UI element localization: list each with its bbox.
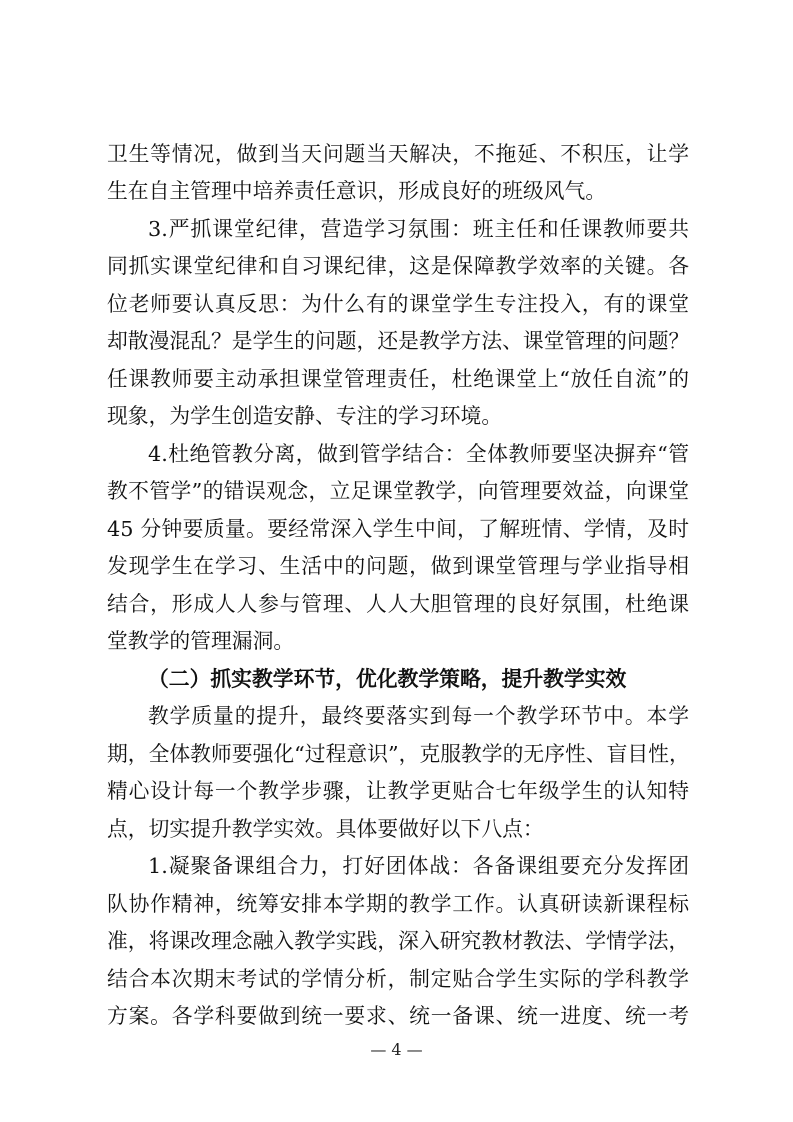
paragraph-line: 结合本次期末考试的学情分析，制定贴合学生实际的学科教学 bbox=[107, 967, 689, 991]
paragraph-line: 教学质量的提升，最终要落实到每一个教学环节中。本学 bbox=[148, 704, 689, 728]
paragraph-line: 位老师要认真反思：为什么有的课堂学生专注投入，有的课堂 bbox=[107, 292, 689, 316]
paragraph-line: 发现学生在学习、生活中的问题，做到课堂管理与学业指导相 bbox=[107, 554, 689, 578]
paragraph-line: 精心设计每一个教学步骤，让教学更贴合七年级学生的认知特 bbox=[107, 779, 689, 803]
section-heading: （二）抓实教学环节，优化教学策略，提升教学实效 bbox=[148, 666, 627, 691]
paragraph-line: 1.凝聚备课组合力，打好团体战：各备课组要充分发挥团 bbox=[148, 854, 689, 878]
paragraph-line: 3.严抓课堂纪律，营造学习氛围：班主任和任课教师要共 bbox=[148, 217, 689, 241]
paragraph-line: 45 分钟要质量。要经常深入学生中间，了解班情、学情，及时 bbox=[107, 517, 689, 541]
paragraph-line: 队协作精神，统筹安排本学期的教学工作。认真研读新课程标 bbox=[107, 892, 689, 916]
paragraph-line: 教不管学”的错误观念，立足课堂教学，向管理要效益，向课堂 bbox=[107, 479, 689, 503]
paragraph-line: 生在自主管理中培养责任意识，形成良好的班级风气。 bbox=[107, 179, 607, 203]
paragraph-line: 同抓实课堂纪律和自习课纪律，这是保障教学效率的关键。各 bbox=[107, 254, 689, 278]
paragraph-line: 方案。各学科要做到统一要求、统一备课、统一进度、统一考 bbox=[107, 1004, 689, 1028]
paragraph-line: 期，全体教师要强化“过程意识”，克服教学的无序性、盲目性， bbox=[107, 742, 690, 766]
paragraph-line: 现象，为学生创造安静、专注的学习环境。 bbox=[107, 404, 503, 428]
paragraph-line: 4.杜绝管教分离，做到管学结合：全体教师要坚决摒弃“管 bbox=[148, 442, 689, 466]
page-number: — 4 — bbox=[370, 1040, 423, 1059]
paragraph-line: 堂教学的管理漏洞。 bbox=[107, 629, 295, 653]
paragraph-line: 点，切实提升教学实效。具体要做好以下八点： bbox=[107, 817, 544, 841]
paragraph-line: 却散漫混乱？是学生的问题，还是教学方法、课堂管理的问题？ bbox=[107, 329, 690, 353]
paragraph-line: 准，将课改理念融入教学实践，深入研究教材教法、学情学法， bbox=[107, 929, 690, 953]
paragraph-line: 卫生等情况，做到当天问题当天解决，不拖延、不积压，让学 bbox=[107, 142, 689, 166]
paragraph-line: 任课教师要主动承担课堂管理责任，杜绝课堂上“放任自流”的 bbox=[107, 367, 689, 391]
paragraph-line: 结合，形成人人参与管理、人人大胆管理的良好氛围，杜绝课 bbox=[107, 592, 689, 616]
